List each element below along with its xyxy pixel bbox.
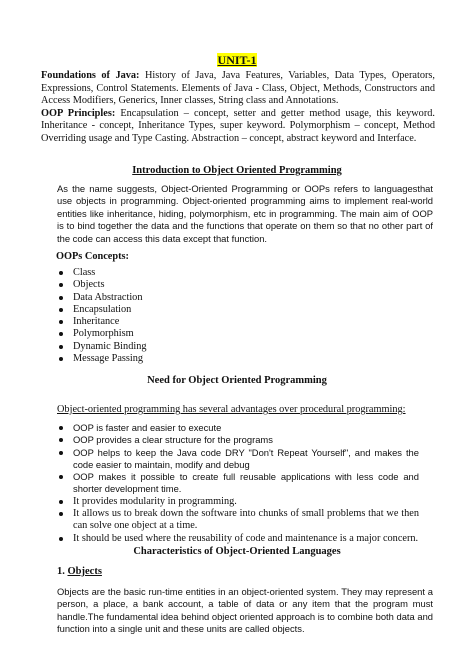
list-item: Encapsulation <box>57 304 257 316</box>
unit-title-text: UNIT-1 <box>217 53 257 67</box>
objects-title: Objects <box>67 566 102 577</box>
list-item: It allows us to break down the software into chunks of small problems that we then can solve one object at a time. <box>57 508 419 533</box>
list-item: Class <box>57 267 257 279</box>
list-item: Dynamic Binding <box>57 341 257 353</box>
advantages-intro: Object-oriented programming has several advantages over procedural programming: <box>57 404 406 415</box>
syllabus-paragraph <box>41 70 435 146</box>
list-item: OOP helps to keep the Java code DRY "Don't Repeat Yourself", and makes the code easier to maintain, modify and debug <box>57 447 419 472</box>
need-heading: Need for Object Oriented Programming <box>147 375 327 386</box>
foundations-label: Foundations of Java: <box>41 70 140 81</box>
intro-paragraph: As the name suggests, Object-Oriented Programming or OOPs refers to languagesthat use objects in programming. Object-oriented programming aims to implement real-world entities like inheritance, hiding, polymorphism, etc in programming. The main aim of OOP is to bind together the data and the functions that operate on them so that no other part of the code can access this data except that function. <box>57 183 433 244</box>
list-item: Polymorphism <box>57 328 257 340</box>
oop-principles-text: Encapsulation – concept, setter and getter method usage, this keyword. Inheritance - concept, Inheritance Types, super keyword. Polymorphism – concept, Method Overriding usage and Type Casting. Abstraction – concept, abstract keyword and Interface. <box>41 107 435 144</box>
objects-paragraph: Objects are the basic run-time entities in an object-oriented system. They may represent a person, a place, a bank account, a table of data or any item that the program must handle.The fundamental idea behind object oriented approach is to combine both data and function into a single unit and these units are called objects. <box>57 586 433 635</box>
list-item: OOP provides a clear structure for the programs <box>57 434 419 446</box>
list-item: It should be used where the reusability of code and maintenance is a major concern. <box>57 533 419 545</box>
intro-heading: Introduction to Object Oriented Programming <box>132 165 342 176</box>
list-item: Inheritance <box>57 316 257 328</box>
characteristics-heading: Characteristics of Object-Oriented Languages <box>133 546 341 557</box>
list-item: Objects <box>57 279 257 291</box>
advantages-list <box>57 422 419 545</box>
list-item: Data Abstraction <box>57 292 257 304</box>
objects-number: 1. <box>57 566 65 577</box>
list-item: OOP makes it possible to create full reusable applications with less code and shorter development time. <box>57 471 419 496</box>
oop-principles-label: OOP Principles: <box>41 107 116 119</box>
concepts-list <box>57 267 257 365</box>
concepts-heading: OOPs Concepts: <box>56 251 129 262</box>
list-item: It provides modularity in programming. <box>57 496 419 508</box>
list-item: OOP is faster and easier to execute <box>57 422 419 434</box>
foundations-text: History of Java, Java Features, Variables, Data Types, Operators, Expressions, Control Statements. Elements of Java - Class, Object, Methods, Constructors and Access Modifiers, Generics, Inner classes, String class and Annotations. <box>41 70 436 107</box>
objects-heading <box>57 565 102 578</box>
unit-title <box>0 53 474 67</box>
list-item: Message Passing <box>57 353 257 365</box>
